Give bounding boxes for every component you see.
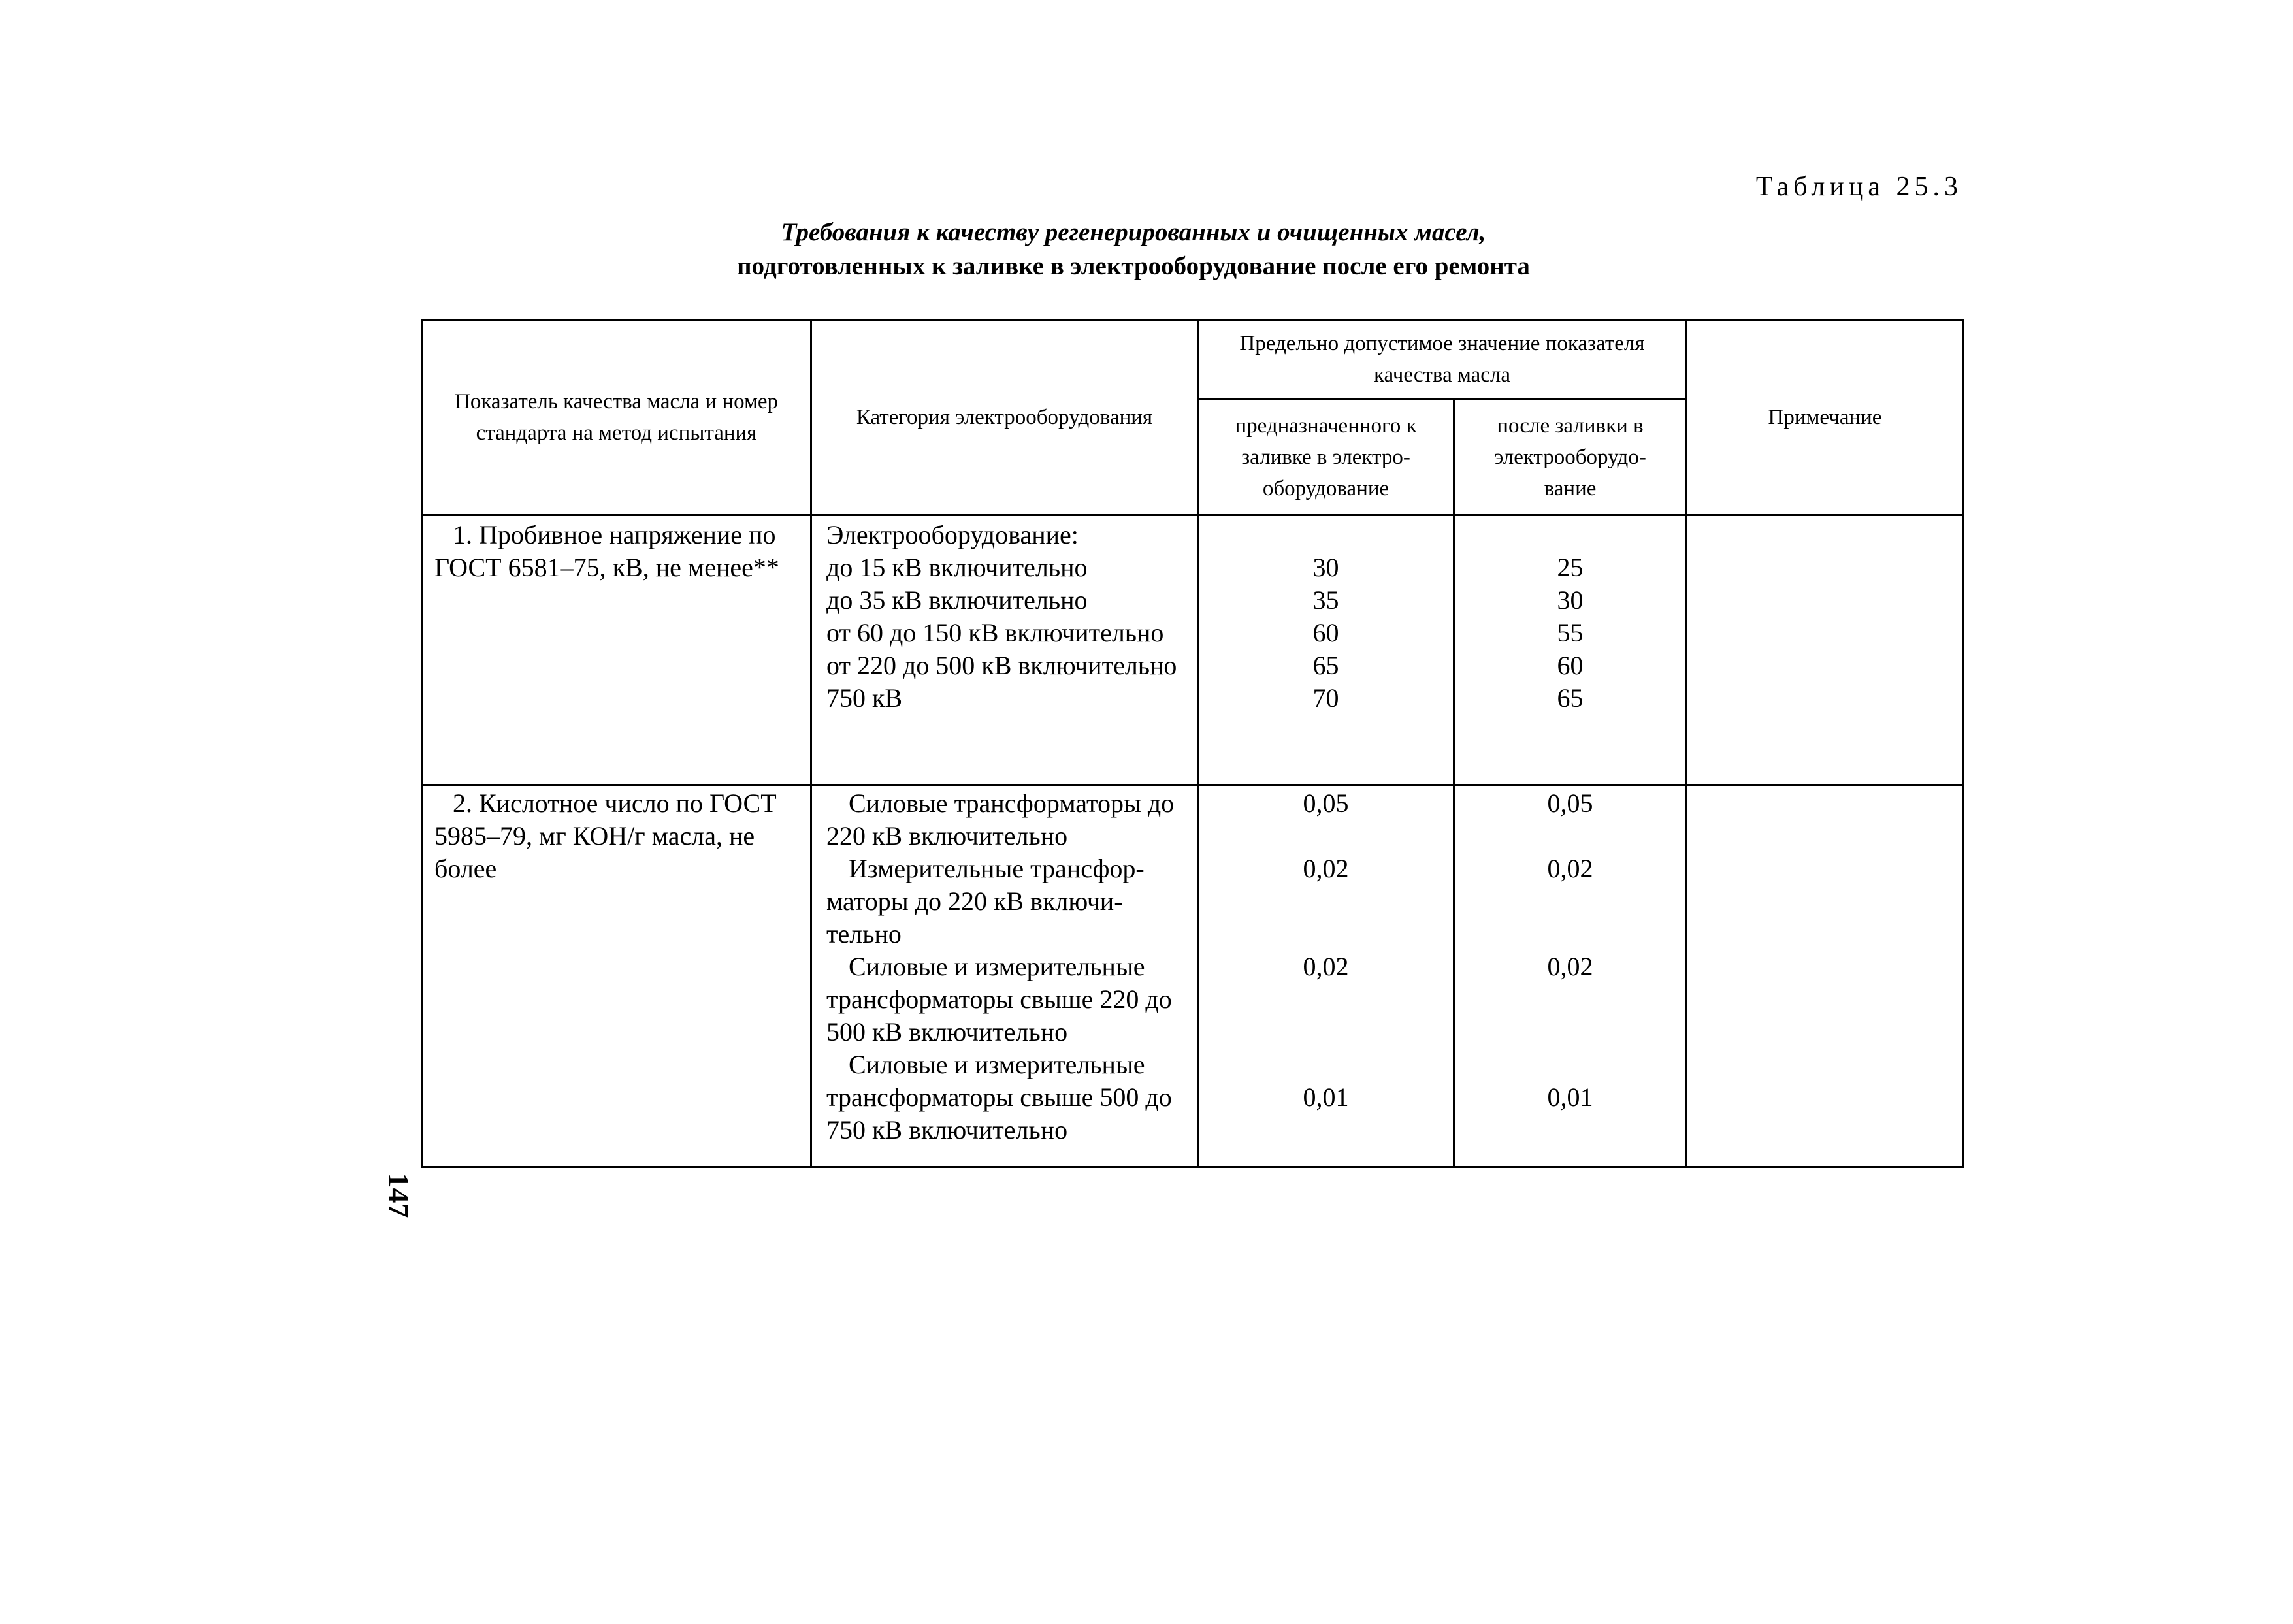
- row2-category-4: Силовые и измерительные трансформаторы свыше 500 до 750 кВ включительно: [826, 1050, 1172, 1145]
- row2-before-1: 0,05: [1303, 788, 1349, 818]
- table-row: [422, 515, 1964, 785]
- row2-before-cell: [1198, 785, 1454, 1167]
- row1-indicator-cell: [422, 515, 811, 785]
- row1-after-3: 55: [1557, 618, 1584, 647]
- header-note: Примечание: [1687, 320, 1964, 515]
- row1-before-4: 65: [1312, 651, 1339, 680]
- row2-category-cell: [811, 785, 1198, 1167]
- row1-before-3: 60: [1312, 618, 1339, 647]
- row2-before-4: 0,01: [1303, 1082, 1349, 1112]
- row1-after-1: 25: [1557, 553, 1584, 582]
- header-category: Категория электрооборудования: [811, 320, 1198, 515]
- row2-indicator: 2. Кислотное число по ГОСТ 5985–79, мг КОН/г масла, не более: [434, 788, 777, 883]
- row2-after-cell: [1454, 785, 1687, 1167]
- row2-after-2: 0,02: [1547, 854, 1593, 883]
- table-number-label: Таблица 25.3: [1755, 172, 1962, 202]
- table-title-line-1: Требования к качеству регенерированных и очищенных масел,: [781, 218, 1486, 246]
- page-number: 147: [382, 1173, 415, 1218]
- row1-before-5: 70: [1312, 683, 1339, 713]
- header-indicator: Показатель качества масла и номер стандарта на метод испытания: [422, 320, 811, 515]
- row1-category-5: 750 кВ: [826, 683, 903, 713]
- row1-category-3: от 60 до 150 кВ включительно: [826, 618, 1164, 647]
- row2-after-3: 0,02: [1547, 952, 1593, 981]
- table-row: [422, 785, 1964, 1167]
- row1-category-cell: [811, 515, 1198, 785]
- row2-note-cell: [1687, 785, 1964, 1167]
- row1-after-4: 60: [1557, 651, 1584, 680]
- header-after-fill: после заливки в электрооборудо-вание: [1454, 399, 1687, 515]
- table-title: [496, 216, 1770, 284]
- oil-quality-table: [421, 319, 1964, 1168]
- row1-note-cell: [1687, 515, 1964, 785]
- row2-after-1: 0,05: [1547, 788, 1593, 818]
- row1-before-2: 35: [1312, 585, 1339, 615]
- row1-after-cell: [1454, 515, 1687, 785]
- header-before-fill: предназначенного к заливке в электро-оборудование: [1198, 399, 1454, 515]
- row1-category-heading: Электрооборудование:: [826, 520, 1079, 549]
- row1-after-2: 30: [1557, 585, 1584, 615]
- row2-before-2: 0,02: [1303, 854, 1349, 883]
- row1-before-1: 30: [1312, 553, 1339, 582]
- row2-indicator-cell: [422, 785, 811, 1167]
- row2-category-2: Измерительные трансфор-маторы до 220 кВ включи-тельно: [826, 854, 1145, 949]
- row1-after-5: 65: [1557, 683, 1584, 713]
- row2-category-1: Силовые трансформаторы до 220 кВ включительно: [826, 788, 1175, 851]
- row1-category-4: от 220 до 500 кВ включительно: [826, 651, 1177, 680]
- row1-category-2: до 35 кВ включительно: [826, 585, 1088, 615]
- row1-before-cell: [1198, 515, 1454, 785]
- row2-category-3: Силовые и измерительные трансформаторы свыше 220 до 500 кВ включительно: [826, 952, 1172, 1047]
- header-limit-group: Предельно допустимое значение показателя качества масла: [1198, 320, 1687, 399]
- table-title-line-2: подготовленных к заливке в электрооборудование после его ремонта: [737, 252, 1530, 280]
- row1-indicator: 1. Пробивное напряжение по ГОСТ 6581–75, кВ, не менее**: [434, 520, 779, 582]
- row2-after-4: 0,01: [1547, 1082, 1593, 1112]
- row1-category-1: до 15 кВ включительно: [826, 553, 1088, 582]
- header-row-1: [422, 320, 1964, 399]
- row2-before-3: 0,02: [1303, 952, 1349, 981]
